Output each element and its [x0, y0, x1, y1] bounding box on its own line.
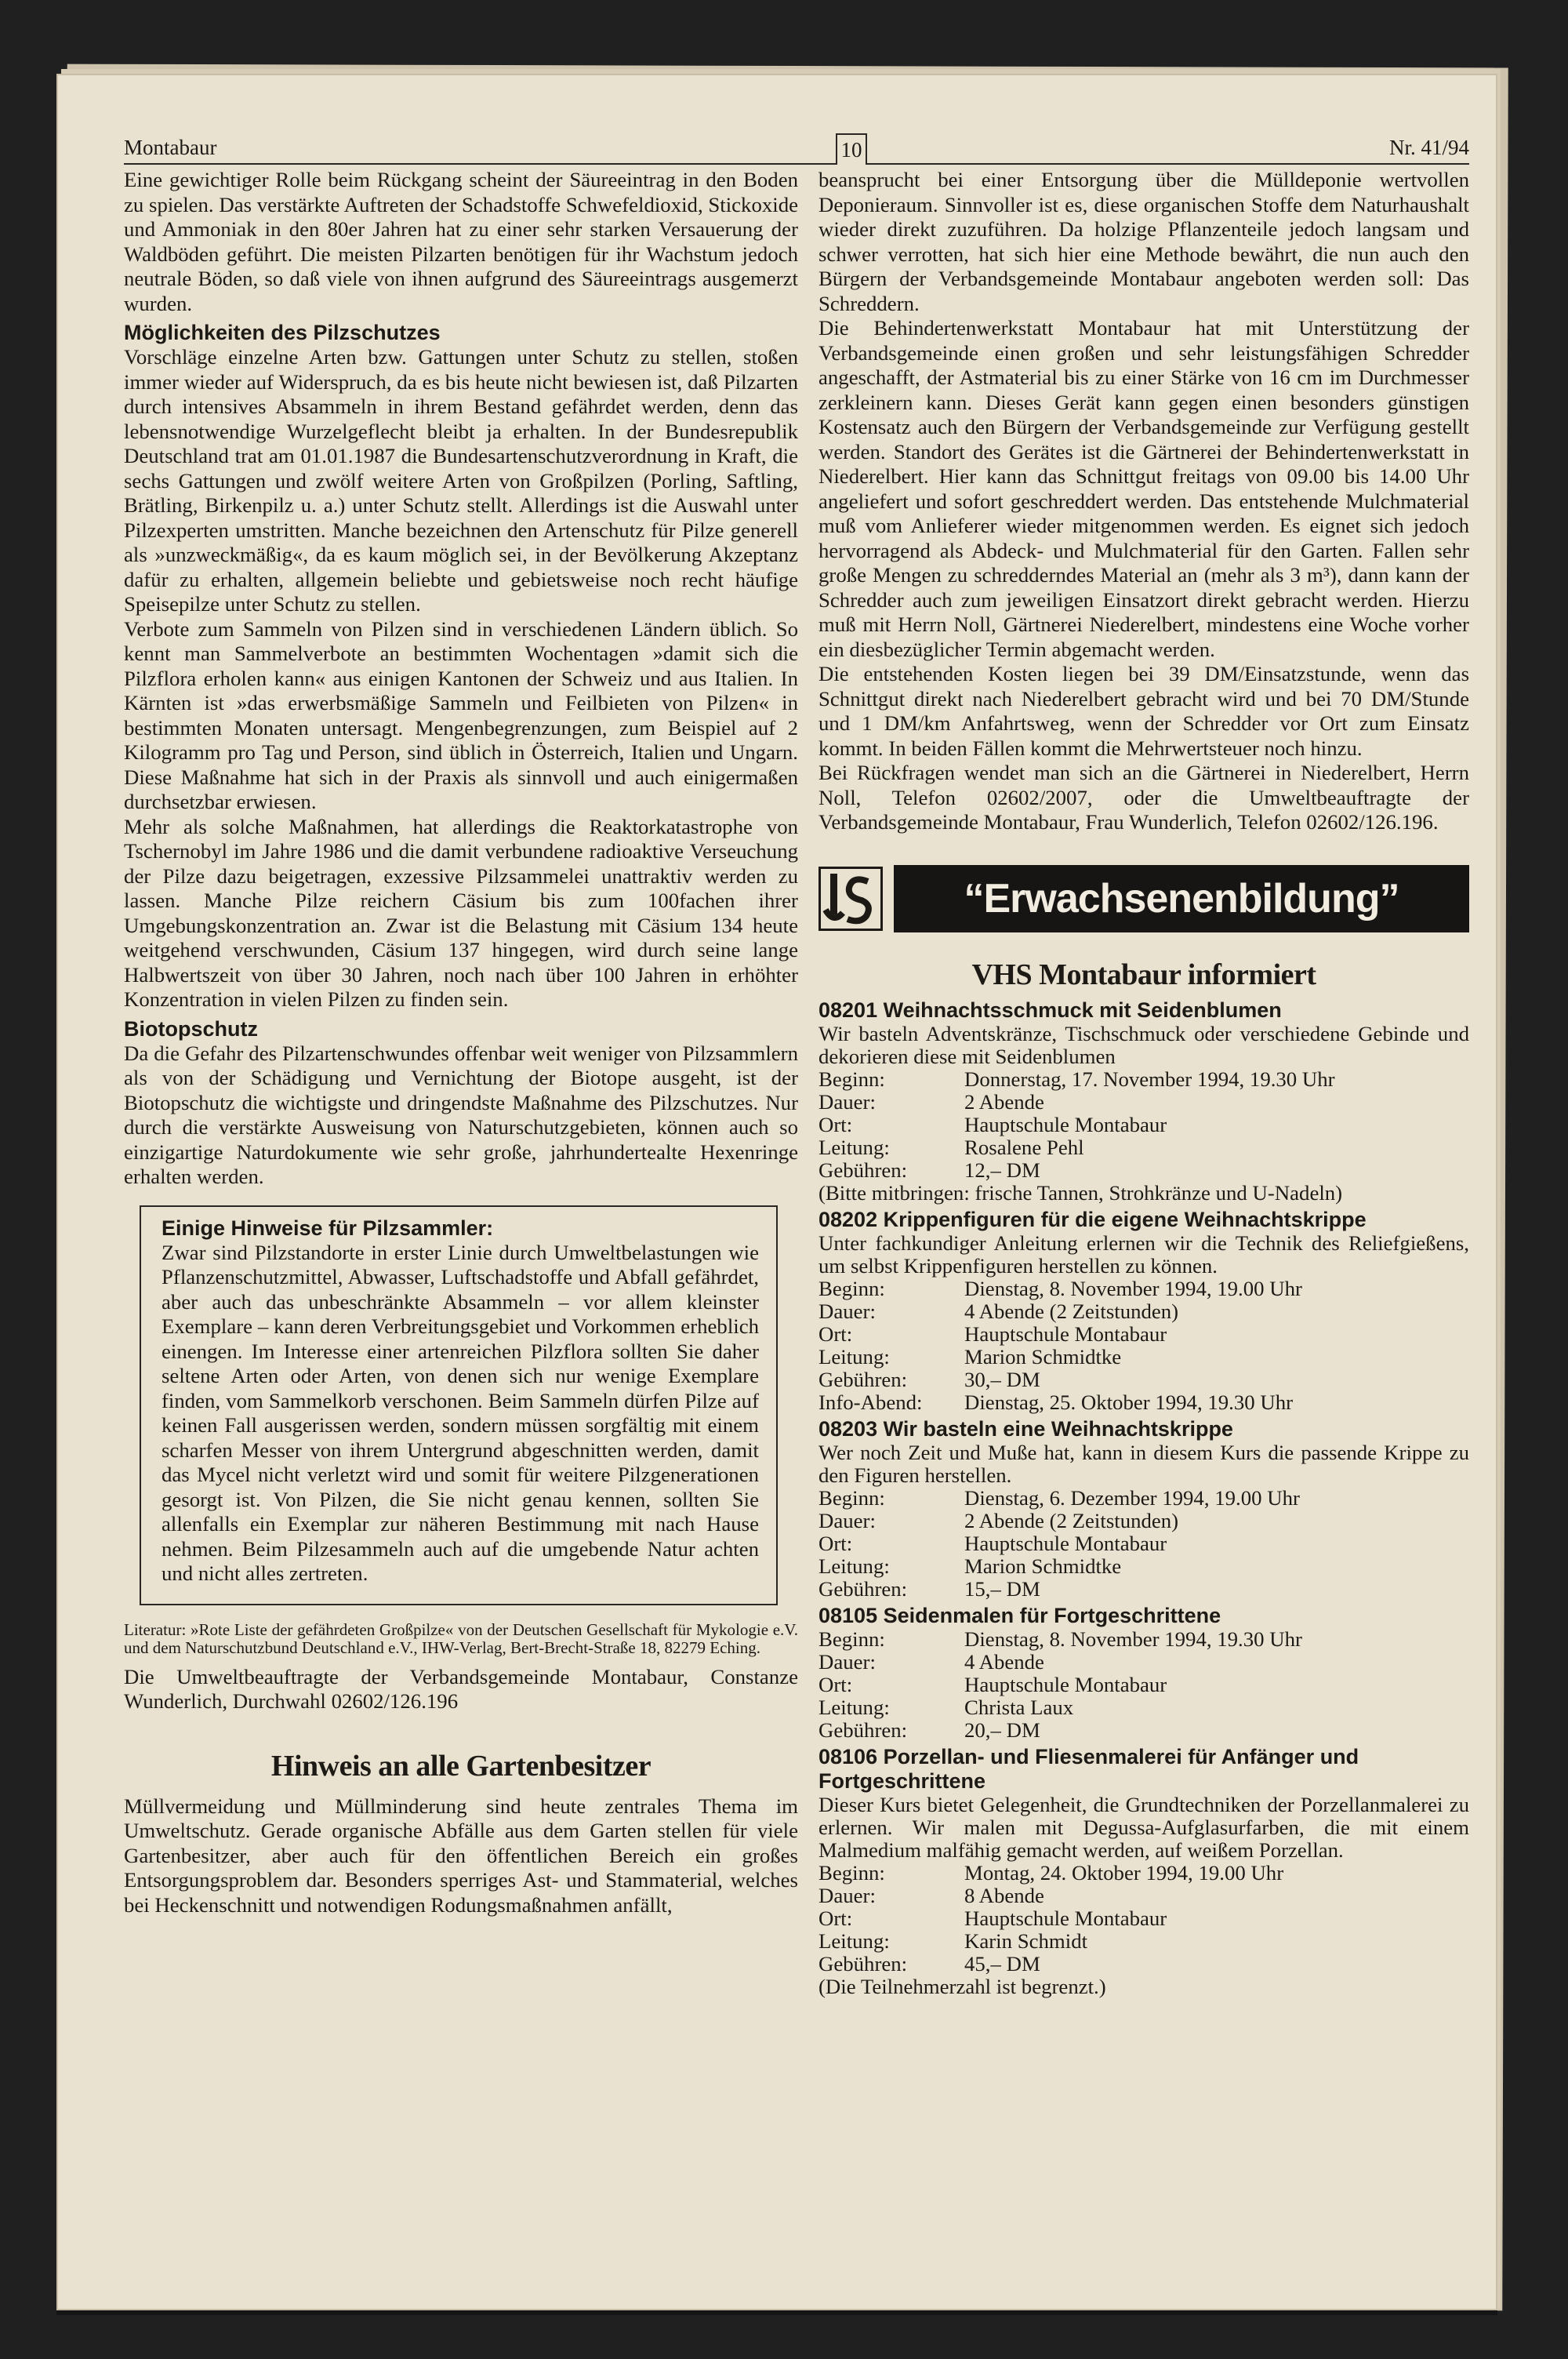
course-note: (Bitte mitbringen: frische Tannen, Strohkränze und U-Nadeln)	[818, 1180, 1343, 1205]
course-detail-value: Christa Laux	[964, 1695, 1074, 1719]
course-detail-label: Leitung:	[818, 1928, 890, 1953]
course-detail-value: Hauptschule Montabaur	[964, 1112, 1167, 1136]
course-title: 08203 Wir basteln eine Weihnachtskrippe	[818, 1416, 1233, 1441]
course-detail-label: Gebühren:	[818, 1158, 908, 1182]
course-detail-row	[818, 1651, 1469, 1674]
course-detail-value: Dienstag, 25. Oktober 1994, 19.30 Uhr	[964, 1390, 1294, 1414]
section-banner	[818, 863, 1469, 934]
course-detail-value: 2 Abende (2 Zeitstunden)	[964, 1508, 1179, 1532]
course-detail-value: Dienstag, 8. November 1994, 19.30 Uhr	[964, 1627, 1302, 1651]
course-detail-label: Beginn:	[818, 1067, 885, 1091]
course-detail-value: Donnerstag, 17. November 1994, 19.30 Uhr	[964, 1067, 1335, 1091]
course-detail-value: 4 Abende	[964, 1649, 1044, 1674]
course-detail-label: Gebühren:	[818, 1576, 908, 1601]
course-entry	[818, 1745, 1469, 1998]
course-detail-value: 20,– DM	[964, 1717, 1040, 1742]
literature-note	[124, 1621, 798, 1657]
paragraph: Da die Gefahr des Pilzartenschwundes offenbar weit weniger von Pilzsammlern als von der Schädigung und Vernichtung der Biotope ausgeht, ist der Biotopschutz die wichtigste und dringendste Maßnahme des Pilzschutzes. Nur durch die verstärkte Ausweisung von Naturschutzgebieten, können auch so einzigartige Naturdokumente wie sehr große, jahrhundertealte Hexenringe erhalten werden.	[124, 1041, 798, 1188]
paragraph: Die entstehenden Kosten liegen bei 39 DM/Einsatzstunde, wenn das Schnittgut direkt nach Niederelbert gebracht wird und bei 70 DM/Stunde und 1 DM/km Anfahrtsweg, wenn der Schredder vor Ort zum Einsatz kommt. In beiden Fällen kommt die Mehrwertsteuer noch hinzu.	[818, 662, 1469, 760]
course-detail-label: Leitung:	[818, 1695, 890, 1719]
garden-article-title: Hinweis an alle Gartenbesitzer	[270, 1749, 652, 1783]
course-title: 08105 Seidenmalen für Fortgeschrittene	[818, 1603, 1221, 1627]
course-title: 08202 Krippenfiguren für die eigene Weihnachtskrippe	[818, 1207, 1367, 1231]
course-detail-row	[818, 1907, 1469, 1930]
course-detail-row	[818, 1487, 1469, 1510]
newspaper-page	[56, 74, 1497, 2310]
course-detail-value: 30,– DM	[964, 1367, 1040, 1391]
left-column	[124, 168, 798, 1917]
course-detail-label: Dauer:	[818, 1649, 876, 1674]
course-detail-value: Hauptschule Montabaur	[964, 1672, 1167, 1696]
course-note: (Die Teilnehmerzahl ist begrenzt.)	[818, 1974, 1106, 1998]
course-detail-row	[818, 1510, 1469, 1532]
course-detail-row	[818, 1862, 1469, 1885]
header-town: Montabaur	[124, 136, 217, 159]
course-detail-value: Hauptschule Montabaur	[964, 1531, 1167, 1555]
heading-biotopschutz: Biotopschutz	[124, 1016, 258, 1041]
course-detail-value: Hauptschule Montabaur	[964, 1906, 1167, 1930]
course-detail-value: 12,– DM	[964, 1158, 1040, 1182]
course-detail-label: Beginn:	[818, 1276, 885, 1300]
course-detail-row	[818, 1091, 1469, 1114]
course-entry	[818, 1604, 1469, 1742]
course-description: Unter fachkundiger Anleitung erlernen wir die Technik des Reliefgießens, um selbst Krippenfiguren herstellen zu können.	[818, 1230, 1469, 1278]
course-detail-label: Ort:	[818, 1321, 853, 1346]
course-list	[818, 998, 1469, 1998]
course-detail-row	[818, 1278, 1469, 1300]
course-detail-row	[818, 1369, 1469, 1391]
course-description: Dieser Kurs bietet Gelegenheit, die Grundtechniken der Porzellanmalerei zu erlernen. Wir malen mit Degussa-Aufglasurfarben, die mit einem Malmedium malfähig gemacht werden, auf weißem Porzellan.	[818, 1792, 1469, 1862]
course-detail-label: Dauer:	[818, 1883, 876, 1907]
course-entry	[818, 1417, 1469, 1601]
course-detail-row	[818, 1578, 1469, 1601]
course-detail-label: Leitung:	[818, 1135, 890, 1159]
tips-box	[140, 1205, 778, 1605]
literature-text: Literatur: »Rote Liste der gefährdeten Großpilze« von der Deutschen Gesellschaft für Mykologie e.V. und dem Naturschutzbund Deutschland e.V., IHW-Verlag, Bert-Brecht-Straße 18, 82279 Eching.	[124, 1619, 798, 1657]
course-detail-row	[818, 1300, 1469, 1323]
paragraph: Vorschläge einzelne Arten bzw. Gattungen unter Schutz zu stellen, stoßen immer wieder auf Widerspruch, da es bis heute nicht bewiesen ist, daß Pilzarten durch intensives Absammeln in ihrem Bestand gefährdet werden, denn das lebensnotwendige Wurzelgeflecht bleibt ja erhalten. In der Bundesrepublik Deutschland trat am 01.01.1987 die Bundesartenschutzverordnung in Kraft, die sechs Gattungen und zwölf weitere Arten von Großpilzen (Porling, Saftling, Brätling, Birkenpilz u. a.) unter Schutz stellt. Allerdings ist die Auswahl unter Pilzexperten umstritten. Manche bezeichnen den Artenschutz für Pilze generell als »unzweckmäßig«, da es kaum möglich sei, in der Bevölkerung Akzeptanz dafür zu erhalten, allgemein beliebte und gebietsweise noch recht häufige Speisepilze unter Schutz zu stellen.	[124, 345, 798, 616]
author-signature: Die Umweltbeauftragte der Verbandsgemeinde Montabaur, Constanze Wunderlich, Durchwahl 02602/126.196	[124, 1664, 798, 1713]
vhs-title: VHS Montabaur informiert	[971, 958, 1316, 991]
course-detail-row	[818, 1674, 1469, 1696]
course-detail-row	[818, 1136, 1469, 1159]
heading-pilzschutz: Möglichkeiten des Pilzschutzes	[124, 321, 441, 344]
page-edge	[56, 2310, 1497, 2315]
tips-box-title: Einige Hinweise für Pilzsammler:	[162, 1216, 494, 1240]
page-number: 10	[836, 133, 867, 165]
course-detail-row	[818, 1885, 1469, 1907]
right-column	[818, 168, 1469, 1998]
page-header	[124, 132, 1469, 165]
course-detail-value: 45,– DM	[964, 1951, 1040, 1976]
course-detail-label: Dauer:	[818, 1089, 876, 1114]
course-detail-value: 2 Abende	[964, 1089, 1044, 1114]
course-detail-label: Ort:	[818, 1531, 853, 1555]
issue-number: Nr. 41/94	[1388, 136, 1469, 159]
course-detail-row	[818, 1346, 1469, 1369]
course-detail-row	[818, 1532, 1469, 1555]
garden-article-text: Müllvermeidung und Müllminderung sind heute zentrales Thema im Umweltschutz. Gerade organische Abfälle aus dem Garten stellen für viele Gartenbesitzer, aber auch für den öffentlichen Bereich ein großes Entsorgungsproblem dar. Besonders sperriges Ast- und Stammaterial, welches bei Heckenschnitt und notwendigen Rodungsmaßnahmen anfällt,	[124, 1794, 798, 1917]
course-detail-row	[818, 1114, 1469, 1136]
course-detail-row	[818, 1323, 1469, 1346]
course-detail-value: Marion Schmidtke	[964, 1554, 1122, 1578]
course-detail-value: Marion Schmidtke	[964, 1344, 1122, 1369]
course-detail-label: Info-Abend:	[818, 1390, 923, 1414]
paragraph: Die Behindertenwerkstatt Montabaur hat mit Unterstützung der Verbandsgemeinde einen großen und sehr leistungsfähigen Schredder angeschafft, der Astmaterial bis zu einer Stärke von 16 cm im Durchmesser zerkleinern kann. Dieses Gerät kann gegen einen besonders günstigen Kostensatz auch den Bürgern der Verbandsgemeinde zur Verfügung gestellt werden. Standort des Gerätes ist die Gärtnerei der Behindertenwerkstatt in Niederelbert. Hier kann das Schnittgut freitags von 09.00 bis 14.00 Uhr angeliefert und sofort geschreddert werden. Das entstehende Mulchmaterial muß vom Anlieferer wieder mitgenommen werden. Es eignet sich jedoch hervorragend als Abdeck- und Mulchmaterial für den Garten. Fallen sehr große Mengen zu schredderndes Material an (mehr als 3 m³), dann kann der Schredder auch zum jeweiligen Einsatzort direkt gebracht werden. Hierzu muß mit Herrn Noll, Gärtnerei Niederelbert, mindestens eine Woche vorher ein diesbezüglicher Termin abgemacht werden.	[818, 316, 1469, 661]
course-detail-label: Dauer:	[818, 1299, 876, 1323]
course-detail-row	[818, 1719, 1469, 1742]
course-detail-label: Ort:	[818, 1906, 853, 1930]
paragraph: Verbote zum Sammeln von Pilzen sind in verschiedenen Ländern üblich. So kennt man Sammelverbote an bestimmten Wochentagen »damit sich die Pilzflora erholen kann« aus einigen Kantonen der Schweiz und aus Italien. In Kärnten ist »das erwerbsmäßige Sammeln und Feilbieten von Pilzen« in bestimmten Monaten untersagt. Mengenbegrenzungen, zum Beispiel auf 2 Kilogramm pro Tag und Person, sind üblich in Österreich, Italien und Ungarn. Diese Maßnahme hat sich in der Praxis als sinnvoll und auch einigermaßen durchsetzbar erwiesen.	[124, 616, 798, 813]
course-detail-value: 15,– DM	[964, 1576, 1040, 1601]
course-detail-label: Beginn:	[818, 1627, 885, 1651]
course-detail-label: Ort:	[818, 1112, 853, 1136]
course-detail-row	[818, 1953, 1469, 1976]
course-detail-label: Beginn:	[818, 1485, 885, 1510]
course-detail-label: Dauer:	[818, 1508, 876, 1532]
course-detail-value: Dienstag, 6. Dezember 1994, 19.00 Uhr	[964, 1485, 1300, 1510]
course-detail-value: Hauptschule Montabaur	[964, 1321, 1167, 1346]
banner-title: “Erwachsenenbildung”	[894, 865, 1469, 932]
course-detail-row	[818, 1696, 1469, 1719]
intro-paragraph: Eine gewichtiger Rolle beim Rückgang scheint der Säureeintrag in den Boden zu spielen. Das verstärkte Auftreten der Schadstoffe Schwefeldioxid, Stickoxide und Ammoniak in den 80er Jahren hat zu einer sehr starken Versauerung der Waldböden geführt. Die meisten Pilzarten benötigen für ihr Wachstum jedoch neutrale Böden, so daß viele von ihnen aufgrund des Säureeintrags ausgemerzt wurden.	[124, 168, 798, 315]
course-detail-row	[818, 1391, 1469, 1414]
course-detail-value: Dienstag, 8. November 1994, 19.00 Uhr	[964, 1276, 1302, 1300]
course-detail-label: Ort:	[818, 1672, 853, 1696]
course-detail-label: Beginn:	[818, 1860, 885, 1885]
paragraph: Bei Rückfragen wendet man sich an die Gärtnerei in Niederelbert, Herrn Noll, Telefon 02602/2007, oder die Umweltbeauftragte der Verbandsgemeinde Montabaur, Frau Wunderlich, Telefon 02602/126.196.	[818, 761, 1469, 834]
course-title: 08106 Porzellan- und Fliesenmalerei für Anfänger und Fortgeschrittene	[818, 1744, 1359, 1793]
course-detail-row	[818, 1628, 1469, 1651]
course-title: 08201 Weihnachtsschmuck mit Seidenblumen	[818, 998, 1282, 1022]
course-detail-label: Leitung:	[818, 1344, 890, 1369]
tips-box-text: Zwar sind Pilzstandorte in erster Linie durch Umweltbelastungen wie Pflanzenschutzmittel, Abwasser, Luftschadstoffe und Abfall gefährdet, aber auch das unbeschränkte Absammeln – vor allem kleinster Exemplare – kann deren Verbreitungsgebiet und Vorkommen erheblich einengen. Im Interesse einer artenreichen Pilzflora sollten Sie daher seltene Arten oder Arten, von denen sich nur wenige Exemplare finden, vom Sammelkorb verschonen. Beim Sammeln dürfen Pilze auf keinen Fall ausgerissen werden, sondern müssen sorgfältig mit einem scharfen Messer von ihrem Untergrund abgeschnitten werden, damit das Mycel nicht verletzt wird und somit für weitere Pilzgenerationen gesorgt ist. Von Pilzen, die Sie nicht genau kennen, sollten Sie allenfalls ein Exemplar zur näheren Bestimmung mit nach Hause nehmen. Beim Pilzesammeln auch auf die umgebende Natur achten und nicht alles zertreten.	[162, 1240, 759, 1585]
course-detail-row	[818, 1555, 1469, 1578]
course-entry	[818, 998, 1469, 1205]
course-detail-label: Gebühren:	[818, 1367, 908, 1391]
course-detail-row	[818, 1930, 1469, 1953]
course-detail-row	[818, 1159, 1469, 1182]
course-description: Wer noch Zeit und Muße hat, kann in diesem Kurs die passende Krippe zu den Figuren herstellen.	[818, 1440, 1469, 1487]
course-detail-value: Rosalene Pehl	[964, 1135, 1084, 1159]
vhs-logo-icon	[818, 867, 883, 931]
course-detail-value: 4 Abende (2 Zeitstunden)	[964, 1299, 1179, 1323]
course-detail-label: Leitung:	[818, 1554, 890, 1578]
course-detail-row	[818, 1068, 1469, 1091]
course-detail-label: Gebühren:	[818, 1951, 908, 1976]
paragraph: Mehr als solche Maßnahmen, hat allerdings die Reaktorkatastrophe von Tschernobyl im Jahre 1986 und die damit verbundene radioaktive Verseuchung der Pilze dazu beigetragen, exzessive Pilzsammelei unattraktiv werden zu lassen. Manche Pilze reichern Cäsium bis zum 100fachen ihrer Umgebungskonzentration an. Zwar ist die Belastung mit Cäsium 134 heute weitgehend verschwunden, Cäsium 137 hingegen, wird durch seine lange Halbwertszeit von über 30 Jahren, noch nach über 100 Jahren in erhöhter Konzentration in vielen Pilzen zu finden sein.	[124, 814, 798, 1011]
course-detail-value: Montag, 24. Oktober 1994, 19.00 Uhr	[964, 1860, 1284, 1885]
paragraph: beansprucht bei einer Entsorgung über die Mülldeponie wertvollen Deponieraum. Sinnvoller ist es, diese organischen Stoffe dem Naturhaushalt wieder direkt zuzuführen. Da holzige Pflanzenteile jedoch langsam und schwer verrotten, hat sich hier eine Methode bewährt, die nun auch den Bürgern der Verbandsgemeinde Montabaur angeboten werden soll: Das Schreddern.	[818, 168, 1469, 315]
course-description: Wir basteln Adventskränze, Tischschmuck oder verschiedene Gebinde und dekorieren diese mit Seidenblumen	[818, 1021, 1469, 1068]
course-detail-value: Karin Schmidt	[964, 1928, 1088, 1953]
course-entry	[818, 1208, 1469, 1414]
course-detail-value: 8 Abende	[964, 1883, 1044, 1907]
course-detail-label: Gebühren:	[818, 1717, 908, 1742]
